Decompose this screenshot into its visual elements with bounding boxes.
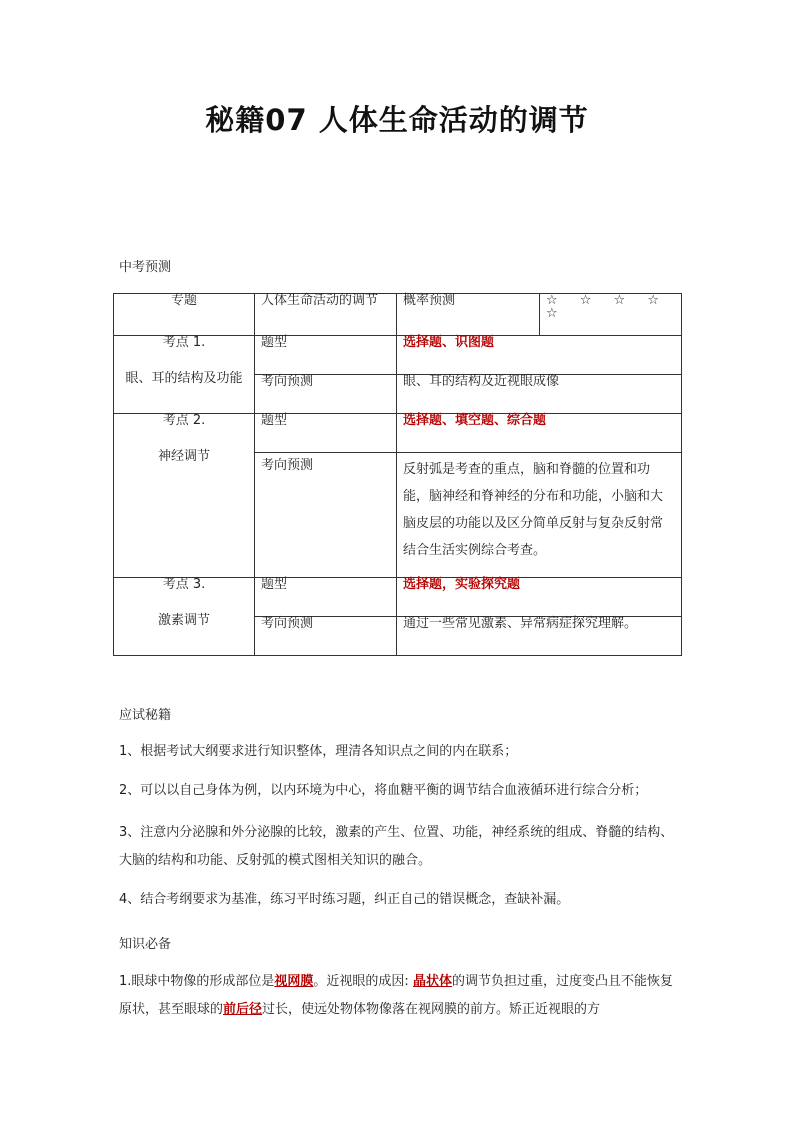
- knowledge-paragraph: [119, 968, 679, 1024]
- text-span: 过长，使远处物体物像落在视网膜的前方。矫正近视眼的方: [262, 1002, 601, 1017]
- tips-heading: 应试秘籍: [119, 708, 172, 723]
- forecast-heading: 中考预测: [119, 260, 172, 275]
- trend-value: 反射弧是考查的重点，脑和脊髓的位置和功能，脑神经和脊神经的分布和功能，小脑和大脑皮层的功能以及区分简单反射与复杂反射常结合生活实例综合考查。: [397, 453, 682, 578]
- exam-point-name: 激素调节: [157, 613, 210, 628]
- topic-value: 人体生命活动的调节: [255, 294, 397, 336]
- exam-point-1: [114, 336, 255, 414]
- trend-label: 考向预测: [255, 375, 397, 414]
- trend-label: 考向预测: [255, 453, 397, 578]
- key-term: 视网膜: [274, 974, 314, 989]
- tip-item: 3、注意内分泌腺和外分泌腺的比较，激素的产生、位置、功能，神经系统的组成、脊髓的结构、大脑的结构和功能、反射弧的模式图相关知识的融合。: [119, 825, 674, 868]
- exam-point-number: 考点 2.: [162, 413, 206, 428]
- trend-value: 眼、耳的结构及近视眼成像: [397, 375, 682, 414]
- text-span: 的调节负担过重，过度变凸且不能恢复原状，甚至眼球的: [119, 974, 673, 1017]
- exam-point-name: 神经调节: [157, 449, 210, 464]
- topic-label: 专题: [114, 294, 255, 336]
- text-span: 1.眼球中物像的形成部位是: [119, 974, 275, 989]
- tip-item: 2、可以以自己身体为例，以内环境为中心，将血糖平衡的调节结合血液循环进行综合分析；: [119, 783, 648, 798]
- tip-item: 1、根据考试大纲要求进行知识整体，理清各知识点之间的内在联系；: [119, 744, 518, 759]
- type-value: 选择题、识图题: [397, 336, 682, 375]
- exam-point-3: [114, 578, 255, 656]
- key-term: 前后径: [223, 1002, 263, 1017]
- rating-stars: ☆ ☆ ☆ ☆ ☆: [540, 294, 682, 336]
- trend-label: 考向预测: [255, 617, 397, 656]
- page-title: 秘籍07 人体生命活动的调节: [205, 103, 589, 137]
- tip-item: 4、结合考纲要求为基准，练习平时练习题，纠正自己的错误概念，查缺补漏。: [119, 892, 570, 907]
- prob-label: 概率预测: [397, 294, 540, 336]
- table-header-row: [114, 294, 682, 336]
- text-span: 。近视眼的成因:: [313, 974, 413, 989]
- type-value: 选择题，实验探究题: [397, 578, 682, 617]
- exam-point-number: 考点 1.: [162, 335, 206, 350]
- exam-point-number: 考点 3.: [162, 577, 206, 592]
- key-term: 晶状体: [412, 974, 452, 989]
- forecast-table: [113, 293, 682, 656]
- table-row: [114, 578, 682, 617]
- exam-point-name: 眼、耳的结构及功能: [125, 371, 243, 386]
- table-row: [114, 414, 682, 453]
- type-label: 题型: [255, 414, 397, 453]
- type-label: 题型: [255, 578, 397, 617]
- type-label: 题型: [255, 336, 397, 375]
- trend-value: 通过一些常见激素、异常病症探究理解。: [397, 617, 682, 656]
- knowledge-heading: 知识必备: [119, 937, 172, 952]
- exam-point-2: [114, 414, 255, 578]
- type-value: 选择题、填空题、综合题: [397, 414, 682, 453]
- table-row: [114, 336, 682, 375]
